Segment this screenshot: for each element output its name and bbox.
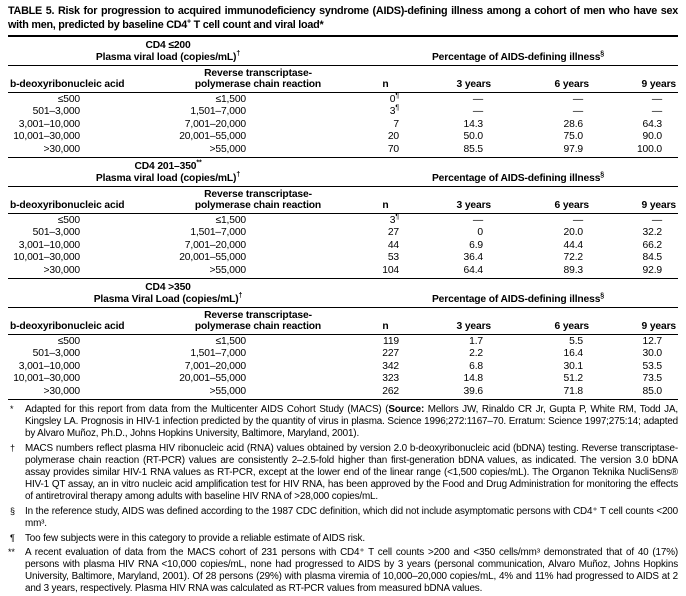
cell-rtpcr: 1,501–7,000 — [190, 348, 246, 360]
pilcrow-mark: ¶ — [395, 213, 399, 221]
table-row — [8, 227, 678, 239]
table-row — [8, 131, 678, 143]
cell-6-years: — — [572, 106, 583, 118]
table-row — [8, 348, 678, 360]
col-header-6-years: 6 years — [503, 66, 593, 93]
col-header-bdna: b-deoxyribonucleic acid — [8, 308, 158, 335]
col-header-9-years: 9 years — [593, 308, 678, 335]
cell-9-years: 30.0 — [642, 348, 662, 360]
table-row — [8, 119, 678, 131]
cell-6-years: 30.1 — [563, 360, 583, 372]
col-header-9-years: 9 years — [593, 187, 678, 214]
cell-rtpcr: ≤1,500 — [215, 94, 246, 105]
cell-n: 44 — [387, 239, 399, 251]
cell-6-years: 71.8 — [503, 386, 593, 400]
cell-bdna: >30,000 — [8, 386, 158, 400]
column-header-row — [8, 66, 678, 93]
cell-n: 323 — [382, 373, 399, 385]
column-header-row — [8, 308, 678, 335]
section-mark: § — [600, 171, 605, 179]
cell-bdna: 10,001–30,000 — [13, 252, 80, 264]
cell-bdna: >30,000 — [8, 144, 158, 158]
footnote-marker: § — [10, 505, 15, 516]
footnote-marker: ¶ — [10, 532, 15, 543]
cell-n: 20 — [387, 131, 399, 143]
section-mark: § — [600, 292, 605, 300]
cell-bdna: 3,001–10,000 — [18, 360, 80, 372]
percentage-group-header: Percentage of AIDS-defining illness§ — [358, 279, 678, 308]
footnote-dagger: † MACS numbers reflect plasma HIV ribonucleic acid (RNA) values obtained by version 2.0 b-deoxyribonucleic acid (bDNA) testing. Reverse transcriptase-polymerase chain reaction (RT-PCR) values are consistently 2–2.5-fold higher than first-generation bDNA values, as indicated. The version 3.0 bDNA assay provides similar HIV-1 RNA values as RT-PCR, except at the lower end of the linear range (<1,500 copies/mL). The Organon Teknika NucliSens® HIV-1 QT assay, an in vitro nucleic acid amplification test for HIV RNA, has been approved by the Food and Drug Administration for monitoring the effects of antiretroviral therapy among adults with baseline HIV RNA of >28,000 copies/mL. — [10, 442, 678, 503]
cell-n: 53 — [387, 252, 399, 264]
source-label: Source: — [388, 404, 425, 416]
col-header-6-years: 6 years — [503, 308, 593, 335]
table-row — [8, 214, 678, 228]
cell-6-years: 16.4 — [563, 348, 583, 360]
plasma-viral-load-label: Plasma viral load (copies/mL)† — [95, 171, 241, 184]
table-row — [8, 373, 678, 385]
cell-9-years: — — [651, 106, 662, 118]
col-header-bdna: b-deoxyribonucleic acid — [8, 66, 158, 93]
cell-6-years: 51.2 — [563, 373, 583, 385]
cell-rtpcr: 20,001–55,000 — [179, 131, 246, 143]
table-title-tail: T cell count and viral load* — [190, 18, 324, 31]
viral-load-group-header — [8, 158, 358, 187]
cell-3-years: — — [472, 94, 483, 105]
cell-n: 119 — [383, 336, 399, 348]
cell-n: 7 — [393, 118, 399, 130]
cd4-range-label: CD4 201–350** — [134, 159, 202, 173]
cell-3-years: — — [472, 215, 483, 227]
cell-3-years: 39.6 — [413, 386, 503, 400]
percentage-group-header: Percentage of AIDS-defining illness§ — [358, 36, 678, 66]
cell-9-years: 84.5 — [642, 252, 662, 264]
cell-3-years: 1.7 — [469, 336, 483, 348]
col-header-n: n — [358, 308, 413, 335]
cell-9-years: 53.5 — [642, 360, 662, 372]
cell-9-years: 32.2 — [642, 227, 662, 239]
table-row — [8, 144, 678, 158]
col-header-bdna: b-deoxyribonucleic acid — [8, 187, 158, 214]
cell-rtpcr: 7,001–20,000 — [184, 118, 246, 130]
section-mark: § — [600, 50, 605, 58]
double-asterisk-mark: ** — [196, 159, 202, 167]
cell-rtpcr: ≤1,500 — [215, 336, 246, 348]
percentage-group-header: Percentage of AIDS-defining illness§ — [358, 158, 678, 187]
footnote-marker: † — [10, 442, 15, 453]
cell-3-years: 6.9 — [469, 239, 483, 251]
cell-3-years: 14.8 — [463, 373, 483, 385]
table-row — [8, 106, 678, 118]
cell-3-years: 50.0 — [463, 131, 483, 143]
col-header-rtpcr: Reverse transcriptase- polymerase chain reaction — [158, 308, 358, 335]
table-title-text: TABLE 5. Risk for progression to acquired immunodeficiency syndrome (AIDS)-defining illness among a cohort of men who have sex with men, predicted by baseline CD4 — [8, 5, 678, 31]
cell-bdna: 3,001–10,000 — [18, 239, 80, 251]
cell-n: 3¶ — [389, 213, 399, 227]
col-header-3-years: 3 years — [413, 187, 503, 214]
cell-n: 227 — [382, 348, 399, 360]
cell-bdna: >30,000 — [8, 265, 158, 279]
footnote-double-asterisk: ** A recent evaluation of data from the MACS cohort of 231 persons with CD4⁺ T cell counts >200 and <350 cells/mm³ demonstrated that of 40 (17%) persons with plasma HIV RNA <10,000 copies/mL, none had progressed to AIDS by 3 years (personal communication, Alvaro Muñoz, Johns Hopkins University, Baltimore, Maryland, 2001). Of 28 persons (29%) with plasma viremia of 10,000–20,000 copies/mL, 4% and 11% had progressed to AIDS at 2 and 3 years, respectively. Plasma HIV RNA was calculated as RT-PCR values from measured bDNA values. — [8, 547, 678, 595]
cell-n: 262 — [358, 386, 413, 400]
cell-rtpcr: 7,001–20,000 — [184, 239, 246, 251]
cell-6-years: 5.5 — [569, 336, 583, 348]
cell-n: 342 — [382, 360, 399, 372]
table-row — [8, 386, 678, 400]
table-row — [8, 361, 678, 373]
footnote-section: § In the reference study, AIDS was defined according to the 1987 CDC definition, which did not include asymptomatic persons with CD4⁺ T cell counts <200 mm³. — [10, 505, 678, 529]
cell-6-years: 44.4 — [563, 239, 583, 251]
cell-bdna: 501–3,000 — [32, 348, 80, 360]
dagger-mark: † — [238, 292, 243, 300]
cell-3-years: 64.4 — [413, 265, 503, 279]
pilcrow-mark: ¶ — [395, 92, 399, 100]
footnote-asterisk: * Adapted for this report from data from the Multicenter AIDS Cohort Study (MACS) (Source: Mellors JW, Rinaldo CR Jr, Gupta P, White RM, Todd JA, Kingsley LA. Prognosis in HIV-1 infection predicted by the quantity of virus in plasma. Science 1996;272:1167–70. Erratum: Science 1997;275:14; adapted by Alvaro Muñoz, Ph.D., Johns Hopkins University, Baltimore, Maryland, 2001). — [10, 404, 678, 440]
plasma-viral-load-label: Plasma viral load (copies/mL)† — [95, 50, 241, 63]
table-title — [8, 5, 678, 32]
cell-9-years: — — [651, 94, 662, 105]
cell-6-years: 28.6 — [563, 118, 583, 130]
col-header-n: n — [358, 187, 413, 214]
col-header-9-years: 9 years — [593, 66, 678, 93]
cell-3-years: 0 — [477, 227, 483, 239]
cell-6-years: 72.2 — [563, 252, 583, 264]
cell-n: 27 — [387, 227, 399, 239]
cell-6-years: — — [572, 215, 583, 227]
dagger-mark: † — [236, 50, 241, 58]
cell-rtpcr: 20,001–55,000 — [179, 252, 246, 264]
table-row — [8, 335, 678, 349]
plasma-viral-load-label: Plasma Viral Load (copies/mL)† — [93, 292, 243, 305]
cd4-range-label: CD4 >350 — [145, 282, 191, 294]
cell-9-years: 85.0 — [593, 386, 678, 400]
section-cd4-201-350-header — [8, 158, 678, 187]
cell-bdna: ≤500 — [57, 336, 80, 348]
cell-3-years: — — [472, 106, 483, 118]
cell-bdna: 10,001–30,000 — [13, 373, 80, 385]
section-cd4-le-200-header — [8, 36, 678, 66]
cell-3-years: 36.4 — [463, 252, 483, 264]
cell-3-years: 2.2 — [469, 348, 483, 360]
cell-rtpcr: >55,000 — [158, 386, 358, 400]
viral-load-group-header — [8, 36, 358, 66]
pilcrow-mark: ¶ — [395, 104, 399, 112]
cell-9-years: 66.2 — [642, 239, 662, 251]
cell-3-years: 85.5 — [413, 144, 503, 158]
column-header-row — [8, 187, 678, 214]
cell-rtpcr: ≤1,500 — [215, 215, 246, 227]
col-header-3-years: 3 years — [413, 66, 503, 93]
cell-6-years: 89.3 — [503, 265, 593, 279]
table-row — [8, 240, 678, 252]
viral-load-group-header — [8, 279, 358, 308]
cell-rtpcr: >55,000 — [158, 144, 358, 158]
risk-table — [8, 35, 678, 400]
cell-bdna: 501–3,000 — [32, 106, 80, 118]
section-cd4-gt-350-header — [8, 279, 678, 308]
footnote-marker: * — [10, 404, 14, 415]
table-row — [8, 265, 678, 279]
cell-bdna: ≤500 — [57, 94, 80, 105]
cell-9-years: 64.3 — [642, 118, 662, 130]
footnote-pilcrow: ¶ Too few subjects were in this category to provide a reliable estimate of AIDS risk. — [10, 532, 365, 544]
cell-9-years: 90.0 — [642, 131, 662, 143]
cell-6-years: 97.9 — [503, 144, 593, 158]
cell-n: 70 — [358, 144, 413, 158]
cell-rtpcr: 1,501–7,000 — [190, 227, 246, 239]
col-header-3-years: 3 years — [413, 308, 503, 335]
cell-3-years: 14.3 — [463, 118, 483, 130]
cell-bdna: 501–3,000 — [32, 227, 80, 239]
col-header-n: n — [358, 66, 413, 93]
cell-rtpcr: 20,001–55,000 — [179, 373, 246, 385]
cd4-range-label: CD4 ≤200 — [145, 40, 191, 51]
footnotes — [8, 404, 678, 595]
footnote-marker: ** — [8, 547, 15, 558]
cell-3-years: 6.8 — [469, 360, 483, 372]
cell-n: 3¶ — [389, 104, 399, 118]
col-header-rtpcr: Reverse transcriptase- polymerase chain reaction — [158, 187, 358, 214]
cell-9-years: — — [651, 215, 662, 227]
cell-n: 0¶ — [389, 92, 399, 105]
col-header-rtpcr: Reverse transcriptase- polymerase chain reaction — [158, 66, 358, 93]
cell-6-years: 20.0 — [563, 227, 583, 239]
cell-bdna: 3,001–10,000 — [18, 118, 80, 130]
cell-n: 104 — [358, 265, 413, 279]
cell-6-years: 75.0 — [563, 131, 583, 143]
table-row — [8, 93, 678, 107]
cell-6-years: — — [572, 94, 583, 105]
cell-9-years: 100.0 — [593, 144, 678, 158]
cell-rtpcr: >55,000 — [158, 265, 358, 279]
dagger-mark: † — [236, 171, 241, 179]
superscript-plus: + — [187, 17, 191, 25]
cell-rtpcr: 1,501–7,000 — [190, 106, 246, 118]
cell-bdna: ≤500 — [57, 215, 80, 227]
cell-9-years: 92.9 — [593, 265, 678, 279]
cell-bdna: 10,001–30,000 — [13, 131, 80, 143]
col-header-6-years: 6 years — [503, 187, 593, 214]
table-row — [8, 252, 678, 264]
cell-9-years: 73.5 — [642, 373, 662, 385]
cell-rtpcr: 7,001–20,000 — [184, 360, 246, 372]
cell-9-years: 12.7 — [642, 336, 662, 348]
